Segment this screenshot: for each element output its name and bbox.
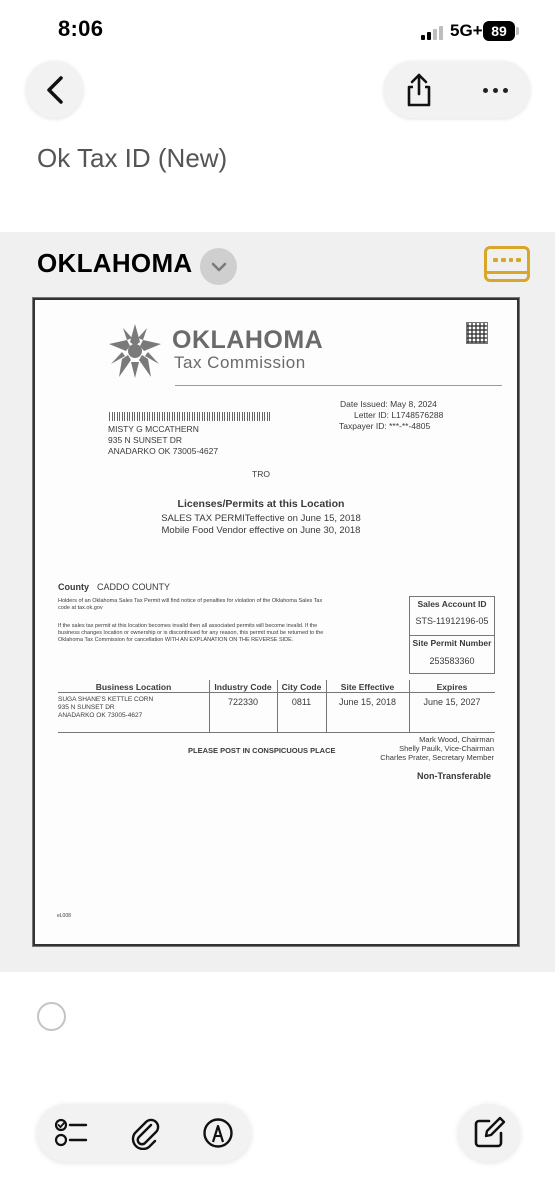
tro-label: TRO	[252, 469, 270, 479]
compose-icon	[472, 1116, 506, 1150]
letter-id: Letter ID: L1748576288	[354, 410, 444, 420]
battery-tip	[516, 27, 519, 35]
paperclip-icon	[129, 1116, 161, 1150]
column-header: Industry Code	[214, 682, 272, 692]
site-effective: June 15, 2018	[338, 697, 397, 707]
checklist-icon	[54, 1118, 88, 1148]
compose-button[interactable]	[458, 1104, 520, 1162]
column-header: City Code	[281, 682, 322, 692]
county-value: CADDO COUNTY	[97, 582, 171, 592]
header-rule	[175, 385, 502, 386]
notice-text: Holders of an Oklahoma Sales Tax Permit will find notice of penalties for violation of the Oklahoma Sales Tax	[58, 598, 323, 604]
official-line: Charles Prater, Secretary Member	[380, 753, 494, 762]
notice-text: code at tax.ok.gov	[58, 605, 103, 611]
oklahoma-star-logo	[107, 322, 163, 380]
checklist-item-checkbox[interactable]	[37, 1002, 66, 1031]
city-code: 0811	[291, 697, 312, 707]
site-permit-value: 253583360	[429, 656, 475, 666]
logo-subtitle: Tax Commission	[174, 353, 306, 372]
logo-title: OKLAHOMA	[172, 326, 324, 354]
county-label: County	[58, 582, 89, 592]
back-chevron-icon	[44, 75, 66, 105]
notice-text: Oklahoma Tax Commission for cancellation WITH AN EXPLANATION ON THE REVERSE SIDE.	[58, 637, 294, 643]
official-line: Shelly Paulk, Vice-Chairman	[399, 744, 494, 753]
keyboard-icon[interactable]	[484, 246, 530, 282]
scanned-document[interactable]	[33, 298, 519, 946]
column-header: Expires	[436, 682, 468, 692]
permits-heading: Licenses/Permits at this Location	[177, 498, 345, 510]
attach-button[interactable]	[124, 1113, 166, 1153]
business-location-line: 935 N SUNSET DR	[58, 704, 115, 711]
address-line: 935 N SUNSET DR	[108, 435, 183, 445]
scan-attachment	[0, 232, 555, 972]
markup-pen-icon	[202, 1117, 234, 1149]
share-button[interactable]	[398, 70, 440, 110]
expires: June 15, 2027	[423, 697, 481, 707]
more-button[interactable]	[472, 70, 518, 110]
back-button[interactable]	[26, 61, 83, 118]
official-line: Mark Wood, Chairman	[419, 735, 494, 744]
battery-icon: 89	[483, 21, 515, 41]
business-location-line: SUGA SHANE'S KETTLE CORN	[58, 696, 154, 703]
network-label: 5G+	[450, 21, 483, 40]
scan-title[interactable]: OKLAHOMA	[37, 248, 193, 278]
share-icon	[403, 72, 435, 108]
markup-button[interactable]	[197, 1113, 239, 1153]
nav-actions	[384, 61, 530, 118]
site-permit-label: Site Permit Number	[412, 638, 492, 648]
column-header: Site Effective	[340, 682, 395, 692]
postal-barcode	[109, 412, 271, 421]
non-transferable-label: Non-Transferable	[416, 771, 491, 781]
address-line: MISTY G MCCATHERN	[108, 424, 199, 434]
status-bar	[0, 0, 555, 58]
address-line: ANADARKO OK 73005-4627	[108, 446, 219, 456]
taxpayer-id: Taxpayer ID: ***-**-4805	[339, 421, 431, 431]
sales-account-value: STS-11912196-05	[415, 616, 489, 626]
permit-line: SALES TAX PERMITeffective on June 15, 2018	[161, 513, 361, 524]
notice-text: If the sales tax permit at this location becomes invalid then all associated permits will become invalid. If the	[58, 623, 318, 629]
form-code: eL008	[57, 913, 71, 919]
date-issued: Date Issued: May 8, 2024	[340, 399, 437, 409]
sales-account-label: Sales Account ID	[417, 599, 487, 609]
column-header: Business Location	[95, 682, 172, 692]
business-location-line: ANADARKO OK 73005-4627	[58, 712, 143, 719]
qr-code	[466, 322, 488, 344]
permit-line: Mobile Food Vendor effective on June 30, 2018	[161, 525, 361, 536]
note-title[interactable]: Ok Tax ID (New)	[37, 143, 228, 173]
industry-code: 722330	[227, 697, 259, 707]
signal-icon	[421, 24, 445, 40]
more-icon	[483, 88, 488, 93]
notice-text: business changes location or ownership or is discontinued for any reason, this permit must be returned to the	[58, 630, 324, 636]
status-time: 8:06	[58, 16, 104, 41]
bottom-toolbar	[37, 1104, 251, 1162]
scan-options-button[interactable]	[200, 248, 237, 285]
checklist-button[interactable]	[50, 1113, 92, 1153]
chevron-down-icon	[210, 261, 228, 273]
post-notice: PLEASE POST IN CONSPICUOUS PLACE	[188, 746, 336, 755]
